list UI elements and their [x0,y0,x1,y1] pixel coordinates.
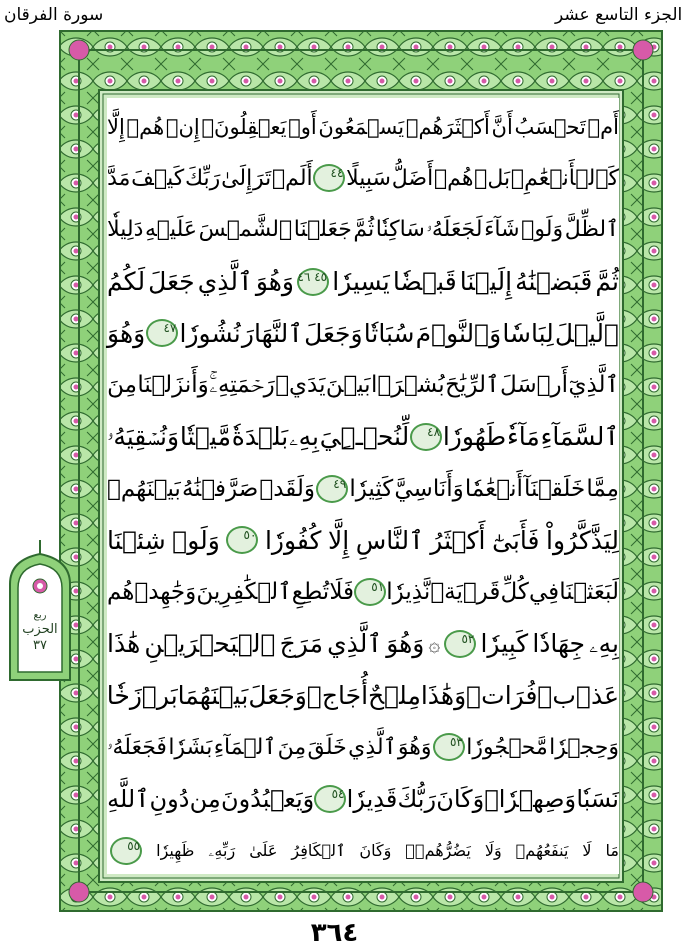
word: ظَهِيرٗا [156,841,195,861]
word: طَهُورٗا [442,422,507,452]
word: لَا [582,841,592,861]
word: مِلۡحٌ [368,681,421,711]
word: وَجَعَلَ [304,318,363,348]
text-line [107,201,619,258]
word: بَلۡ [474,165,511,191]
word: ٱلَّذِي [197,267,253,297]
word: أَضَلُّ [391,165,434,191]
surah-title: سورة الفرقان [4,5,104,25]
word: بِهِۦ [589,628,619,658]
ayah-number-marker: ٤٥ ٤٦ [297,268,329,296]
word: وَٱلنَّوۡمَ [415,318,502,348]
word: بَلۡدَةٗ [231,422,289,452]
word: مِن [189,785,221,814]
hizb-quarter-label: ربع [33,610,47,621]
word: عَذۡبٞ [537,681,619,711]
word: وَصِهۡرٗاۗ [484,785,577,814]
word: كَبِيرٗا [480,629,529,659]
word: أَمۡ [587,114,619,139]
ayah-number-marker: ٥٥ [110,837,142,865]
word: بَيۡنَهُمۡ [107,475,181,502]
word: نُشُورٗا [179,318,241,348]
word: أَلَمۡ [271,165,313,191]
ayah-number-marker: ٥٢ [444,630,476,658]
word: ٱلنَّاسِ [355,525,424,555]
word: يَعۡقِلُونَۚ [201,114,287,139]
word: ٱللَّهِ [107,785,150,814]
word: إِلَّا [107,114,125,139]
word: مَرَجَ [279,629,323,659]
word: ثُمَّ [353,217,375,243]
word: وَحِجۡرٗا [549,734,619,760]
hizb-marker [4,610,76,653]
word: وَلَا [484,841,502,861]
word: مَّحۡجُورٗا [466,734,548,760]
word: خَلَقَ [307,734,347,760]
word: بُشۡرَۢا [371,372,445,399]
word: رَحۡمَتِهِۦۚ [209,372,275,399]
text-line [107,460,619,517]
word: فُرَاتٞ [466,681,538,711]
word: مِنَ [277,734,307,760]
rub-el-hizb-icon: ۞ [428,631,441,656]
word: بَرۡزَخٗا [106,681,178,711]
text-line [107,408,619,465]
word: لِّنُحۡـِۧيَ [319,422,410,452]
word: وَجَعَلَ [248,681,307,711]
word: ٱلظِّلَّ [564,217,619,243]
text-line [107,150,619,207]
juz-title: الجزء التاسع عشر [555,5,682,25]
word: إِنۡ [165,114,200,139]
word: أَرۡسَلَ [499,372,568,399]
word: وَجَٰهِدۡهُم [107,579,197,606]
word: كَٱلۡأَنۡعَٰمِۖ [510,165,619,191]
word: ٱلَّيۡلَ [554,318,619,348]
word: إِلَّا [328,525,350,555]
word: وَكَانَ [436,785,485,814]
word: كَيۡفَ [131,165,185,191]
ayah-number-marker: ٤٤ [313,164,345,192]
ayah-number-marker: ٤٧ [146,319,178,347]
word: أُجَاجٞ [306,681,369,711]
word: ثُمَّ [595,267,619,297]
word: ٱلۡمَآءِ [213,734,277,760]
word: وَهَٰذَا [420,681,467,711]
text-line [107,667,619,724]
word: دُونِ [149,785,190,814]
word: مَّيۡتٗا [179,422,231,452]
word: وَلَوۡ [172,525,220,555]
word: مَآءٗ [507,422,540,452]
word: لِيَذَّكَّرُواْ [546,525,619,555]
word: دَلِيلٗا [107,217,144,243]
word: هَٰذَا [107,629,141,659]
word: ٱلرِّيَٰحَ [445,372,500,399]
word: لَكُمُ [107,267,146,297]
word: تَرَ [252,165,272,191]
word: ٱلنَّهَارَ [241,318,303,348]
word: بَشَرٗا [168,734,213,760]
word: ٱلَّذِي [327,629,383,659]
page-number: ٣٦٤ [310,918,359,948]
word: وَهُوَ [107,318,146,348]
word: أَنَّ [491,114,513,139]
word: فَجَعَلَهُۥ [107,734,167,760]
word: خَلَقۡنَآ [524,475,586,502]
text-line [107,253,619,310]
word: نَّذِيرٗا [386,579,431,606]
word: مَدَّ [107,165,131,191]
word: وَهُوَ [397,734,432,760]
word: يَضُرُّهُمۡۗ [405,841,471,861]
word: يَدَيۡ [275,372,326,399]
word: شَآءَ [484,217,520,243]
word: إِلَىٰ [221,165,253,191]
word: رَبِّهِۦ [208,840,236,860]
word: مِنَ [107,372,137,399]
word: ٱلشَّمۡسَ [198,217,293,243]
word: قَبۡضٗا [392,267,457,297]
word: وَأَنزَلۡنَا [137,372,209,399]
word: هُمۡ [433,165,474,191]
word: فَلَا [329,579,355,606]
word: سَاكِنٗا [375,217,425,243]
ayah-number-marker: ٥٤ [314,785,346,813]
word: كَثِيرٗا [349,475,394,502]
ayah-number-marker: ٤٨ [410,423,442,451]
text-line [107,771,619,828]
word: بَيۡنَ [325,372,371,399]
word: أَنۡعَٰمٗا [464,475,523,502]
text-line [107,305,619,362]
word: مَا [605,841,619,861]
word: وَكَانَ [359,841,392,861]
word: إِلَيۡنَا [459,267,513,297]
word: وَهُوَ [255,267,294,297]
word: صَرَّفۡنَٰهُ [181,475,259,502]
word: جَعَلۡنَا [293,217,352,243]
word: قَرۡيَةٖ [430,579,501,606]
word: مِمَّا [586,475,619,502]
word: قَبَضۡنَٰهُ [515,267,593,297]
quran-text-area [107,98,619,874]
ayah-number-marker: ٥٠ [226,526,258,554]
text-line [107,615,619,672]
word: يَنفَعُهُمۡ [515,841,569,861]
word: شِئۡنَا [107,525,166,555]
word: بِهِۦ [289,421,319,451]
text-line [107,719,619,776]
word: بَيۡنَهُمَا [177,681,249,711]
word: رَبِّكَ [185,165,221,191]
word: تَحۡسَبُ [514,114,586,139]
hizb-number: ٣٧ [33,637,47,653]
word: كُلِّ [500,579,529,606]
word: لَبَعَثۡنَا [559,579,619,606]
word: ٱلۡبَحۡرَيۡنِ [144,629,276,659]
word: قَدِيرٗا [346,785,398,814]
word: فِي [528,579,560,606]
word: وَيَعۡبُدُونَ [220,785,315,814]
word: ٱلۡكَافِرُ [291,841,346,861]
word: ٱلَّذِي [348,734,397,760]
word: ٱلسَّمَآءِ [540,422,619,452]
word: ٱلَّذِيٓ [568,372,619,399]
word: هُمۡ [126,114,165,139]
text-line [107,357,619,414]
ayah-number-marker: ٥١ [354,578,386,606]
word: جِهَادٗا [532,629,585,659]
text-line [107,822,619,879]
text-line [107,564,619,621]
word: تُطِعِ [291,579,330,606]
word: أَكۡثَرُ [430,525,486,555]
word: لَجَعَلَهُۥ [426,217,483,243]
word: وَلَوۡ [521,217,564,243]
word: عَلَىٰ [249,841,278,861]
word: يَسِيرٗا [332,267,390,297]
word: وَلَقَدۡ [259,475,316,502]
word: فَأَبَىٰٓ [492,525,540,555]
word: جَعَلَ [148,267,195,297]
word: سَبِيلًا [346,165,391,191]
word: يَسۡمَعُونَ [318,114,405,139]
word: لِبَاسٗا [502,318,554,348]
word: سُبَاتٗا [363,318,415,348]
word: وَهُوَ [386,629,425,659]
ayah-number-marker: ٥٣ [433,733,465,761]
word: أَكۡثَرَهُمۡ [405,114,490,139]
word: أَوۡ [288,114,317,139]
word: وَنُسۡقِيَهُۥ [107,421,180,451]
word: عَلَيۡهِ [145,217,198,243]
text-line [107,98,619,155]
hizb-label: الحزب [22,622,58,637]
word: رَبُّكَ [397,785,437,814]
ayah-number-marker: ٤٩ [316,475,348,503]
word: نَسَبٗا [576,785,619,814]
text-line [107,512,619,569]
word: كُفُورٗا [264,525,322,555]
word: وَأَنَاسِيَّ [394,475,464,502]
word: ٱلۡكَٰفِرِينَ [196,579,292,606]
